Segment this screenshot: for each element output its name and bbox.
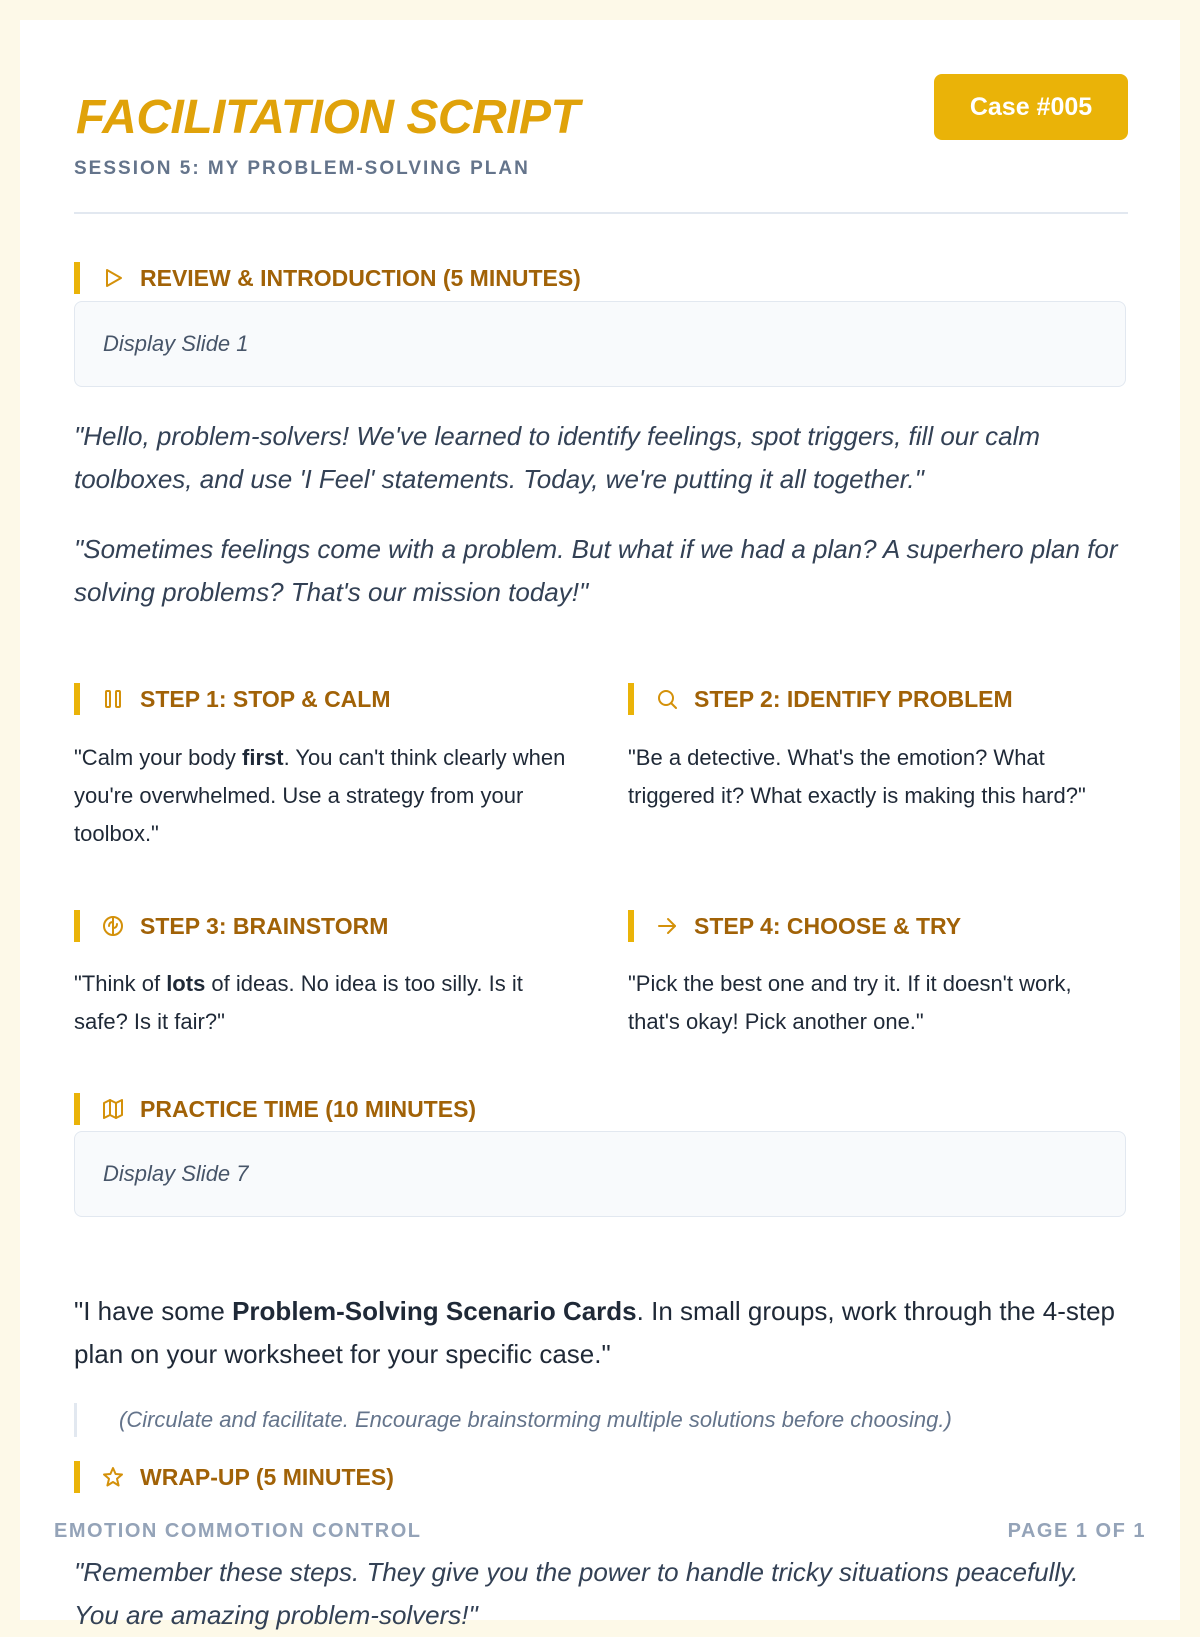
script-quote: "Hello, problem-solvers! We've learned to identify feelings, spot triggers, fill our calm toolboxes, and use 'I Feel' statements. Today, we're putting it all together." [74, 421, 1041, 494]
search-icon [654, 686, 680, 712]
page-title: FACILITATION SCRIPT [76, 91, 580, 144]
para-text-part: "I have some [74, 1296, 233, 1326]
brain-icon [100, 913, 126, 939]
section-heading-label: STEP 1: STOP & CALM [140, 685, 391, 712]
document-page [20, 20, 1180, 1630]
section-heading-label: STEP 4: CHOOSE & TRY [694, 912, 962, 939]
section-heading-review [74, 262, 581, 294]
para-text-part: . In small groups, work through the 4-step plan on your worksheet for your specific case." [74, 1296, 1116, 1369]
section-heading-step-4 [628, 910, 961, 942]
facilitator-note: (Circulate and facilitate. Encourage brainstorming multiple solutions before choosing.) [74, 1403, 1126, 1437]
step-text-part: . You can't think clearly when you're overwhelmed. Use a strategy from your toolbox." [74, 745, 566, 846]
footer-title: EMOTION COMMOTION CONTROL [54, 1520, 422, 1542]
step-4-text: "Pick the best one and try it. If it doesn't work, that's okay! Pick another one." [628, 971, 1072, 1034]
script-quote: "Sometimes feelings come with a problem. But what if we had a plan? A superhero plan for solving problems? That's our mission today!" [74, 534, 1118, 607]
document-header [74, 20, 1128, 214]
section-heading-practice [74, 1093, 476, 1125]
section-heading-step-1 [74, 683, 391, 715]
step-1-text [74, 739, 574, 853]
step-text-bold: first [242, 745, 284, 770]
star-icon [100, 1464, 126, 1490]
step-text-part: of ideas. No idea is too silly. Is it safe? Is it fair?" [74, 971, 523, 1034]
section-heading-label: STEP 3: BRAINSTORM [140, 912, 389, 939]
section-heading-label: WRAP-UP (5 MINUTES) [140, 1463, 394, 1490]
step-2-text: "Be a detective. What's the emotion? What triggered it? What exactly is making this hard?" [628, 745, 1086, 808]
step-3-text [74, 965, 574, 1041]
slide-callout: Display Slide 1 [74, 301, 1126, 387]
para-text-bold: Problem-Solving Scenario Cards [232, 1296, 637, 1326]
arrow-right-icon [654, 913, 680, 939]
step-text-part: "Think of [74, 971, 167, 996]
pause-icon [100, 686, 126, 712]
section-heading-label: STEP 2: IDENTIFY PROBLEM [694, 685, 1013, 712]
session-subtitle: SESSION 5: MY PROBLEM-SOLVING PLAN [74, 158, 530, 179]
step-text-part: "Calm your body [74, 745, 242, 770]
step-text-bold: lots [166, 971, 206, 996]
section-heading-step-3 [74, 910, 388, 942]
script-quote: "Remember these steps. They give you the power to handle tricky situations peacefully. You are amazing problem-solvers!" [74, 1557, 1079, 1630]
section-heading-wrapup [74, 1461, 394, 1493]
section-heading-label: PRACTICE TIME (10 MINUTES) [140, 1095, 477, 1122]
section-heading-label: REVIEW & INTRODUCTION (5 MINUTES) [140, 264, 581, 291]
map-icon [100, 1096, 126, 1122]
slide-callout: Display Slide 7 [74, 1131, 1126, 1217]
practice-instructions [74, 1290, 1126, 1376]
play-icon [100, 265, 126, 291]
section-heading-step-2 [628, 683, 1013, 715]
footer-page-number: PAGE 1 OF 1 [1007, 1520, 1146, 1542]
case-badge: Case #005 [934, 74, 1128, 140]
